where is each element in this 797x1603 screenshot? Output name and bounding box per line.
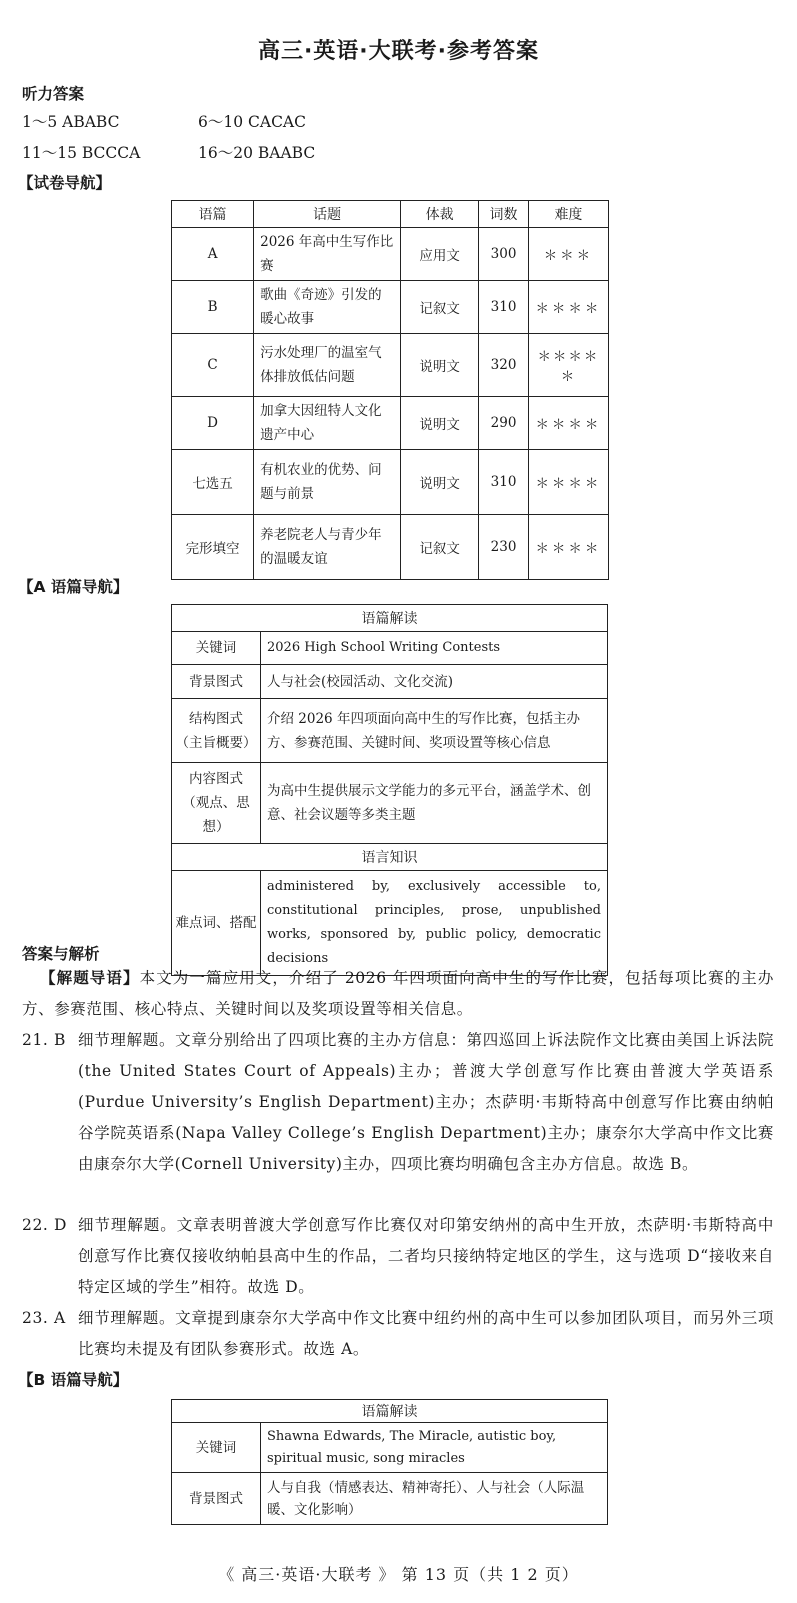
difficulty-cell: ＊＊＊＊ <box>528 397 608 450</box>
difficulty-cell: ＊＊＊＊ <box>528 450 608 515</box>
structure-value: 介绍 2026 年四项面向高中生的写作比赛，包括主办方、参赛范围、关键时间、奖项设置等核心信息 <box>261 699 608 763</box>
row-label: 关键词 <box>172 632 261 665</box>
answers-heading: 答案与解析 <box>22 945 100 963</box>
section-header: 语言知识 <box>172 844 608 871</box>
row-label: 背景图式 <box>172 665 261 699</box>
genre-cell: 应用文 <box>401 228 479 281</box>
word-count-cell: 300 <box>479 228 529 281</box>
column-header: 体裁 <box>401 201 479 228</box>
a-nav-table <box>171 604 608 976</box>
topic-cell: 污水处理厂的温室气体排放低估问题 <box>254 334 401 397</box>
table-row <box>172 281 609 334</box>
topic-cell: 加拿大因纽特人文化遗产中心 <box>254 397 401 450</box>
topic-cell: 歌曲《奇迹》引发的暖心故事 <box>254 281 401 334</box>
row-label <box>172 699 261 763</box>
section-header: 语篇解读 <box>172 1400 608 1423</box>
table-row <box>172 397 609 450</box>
guide-label: 【解题导语】 <box>40 969 140 987</box>
answer-number: 22. D <box>22 1216 68 1234</box>
listening-answers-16-20: 16～20 BAABC <box>198 144 316 162</box>
table-row <box>172 450 609 515</box>
page-title: 高三·英语·大联考·参考答案 <box>257 39 540 64</box>
answer-explanation: 细节理解题。文章分别给出了四项比赛的主办方信息：第四巡回上诉法院作文比赛由美国上诉法院(the United States Court of Appeals)主办；普渡大学创意写作比赛由普渡大学英语系(Purdue University’s English Department)主办；杰萨明·韦斯特高中创意写作比赛由纳帕谷学院英语系(Napa Valley College’s English Department)主办；康奈尔大学高中作文比赛由康奈尔大学(Cornell University)主办，四项比赛均明确包含主办方信息。故选 B。 <box>78 1031 774 1173</box>
keywords-value: Shawna Edwards, The Miracle, autistic boy, spiritual music, song miracles <box>261 1423 608 1473</box>
background-value: 人与社会(校园活动、文化交流) <box>261 665 608 699</box>
genre-cell: 说明文 <box>401 397 479 450</box>
topic-cell: 养老院老人与青少年的温暖友谊 <box>254 515 401 580</box>
table-row <box>172 1473 608 1525</box>
b-nav-table <box>171 1399 608 1525</box>
column-header: 语篇 <box>172 201 254 228</box>
answer-item <box>22 1210 774 1303</box>
word-count-cell: 290 <box>479 397 529 450</box>
background-value: 人与自我（情感表达、精神寄托）、人与社会（人际温暖、文化影响） <box>261 1473 608 1525</box>
listening-heading: 听力答案 <box>22 85 85 103</box>
passage-cell: B <box>172 281 254 334</box>
table-row <box>172 605 608 632</box>
topic-cell: 有机农业的优势、问题与前景 <box>254 450 401 515</box>
word-count-cell: 310 <box>479 450 529 515</box>
table-header-row <box>172 201 609 228</box>
answer-item <box>22 1303 774 1365</box>
table-row <box>172 871 608 976</box>
difficulty-cell: ＊＊＊＊ <box>528 515 608 580</box>
answer-item <box>22 1025 774 1180</box>
passage-cell: 完形填空 <box>172 515 254 580</box>
b-nav-heading: 【B 语篇导航】 <box>18 1371 129 1389</box>
page-footer: 《 高三·英语·大联考 》 第 13 页（共 1 2 页） <box>218 1565 579 1584</box>
word-count-cell: 310 <box>479 281 529 334</box>
genre-cell: 记叙文 <box>401 281 479 334</box>
label-line: （观点、思想） <box>182 795 250 835</box>
passage-cell: 七选五 <box>172 450 254 515</box>
content-value: 为高中生提供展示文学能力的多元平台，涵盖学术、创意、社会议题等多类主题 <box>261 763 608 844</box>
label-line: 内容图式 <box>189 771 243 787</box>
difficulty-cell: ＊＊＊ <box>528 228 608 281</box>
listening-answers-1-5: 1～5 ABABC <box>22 113 120 131</box>
label-line: 结构图式 <box>189 710 243 727</box>
topic-cell: 2026 年高中生写作比赛 <box>254 228 401 281</box>
table-row <box>172 334 609 397</box>
a-nav-heading: 【A 语篇导航】 <box>18 578 129 596</box>
keywords-value: 2026 High School Writing Contests <box>261 632 608 665</box>
table-row <box>172 515 609 580</box>
genre-cell: 说明文 <box>401 334 479 397</box>
paper-nav-heading: 【试卷导航】 <box>18 174 112 192</box>
solving-guide <box>22 963 774 1025</box>
answer-number: 23. A <box>22 1309 66 1327</box>
table-row <box>172 1400 608 1423</box>
table-row <box>172 763 608 844</box>
word-count-cell: 320 <box>479 334 529 397</box>
passage-cell: A <box>172 228 254 281</box>
label-line: （主旨概要） <box>175 734 257 751</box>
difficulty-cell: ＊＊＊＊＊ <box>528 334 608 397</box>
difficulty-cell: ＊＊＊＊ <box>528 281 608 334</box>
answer-number: 21. B <box>22 1031 66 1049</box>
listening-answers-6-10: 6～10 CACAC <box>198 113 306 131</box>
table-row <box>172 632 608 665</box>
column-header: 难度 <box>528 201 608 228</box>
word-count-cell: 230 <box>479 515 529 580</box>
table-row <box>172 1423 608 1473</box>
row-label: 关键词 <box>172 1423 261 1473</box>
row-label: 难点词、搭配 <box>172 871 261 976</box>
passage-cell: C <box>172 334 254 397</box>
column-header: 词数 <box>479 201 529 228</box>
answer-explanation: 细节理解题。文章表明普渡大学创意写作比赛仅对印第安纳州的高中生开放，杰萨明·韦斯特高中创意写作比赛仅接收纳帕县高中生的作品，二者均只接纳特定地区的学生，这与选项 D“接收来自特定区域的学生”相符。故选 D。 <box>78 1216 774 1296</box>
row-label <box>172 763 261 844</box>
phrases-value: administered by, exclusively accessible to, constitutional principles, prose, unpublished works, sponsored by, public policy, democratic decisions <box>261 871 608 976</box>
section-header: 语篇解读 <box>172 605 608 632</box>
genre-cell: 记叙文 <box>401 515 479 580</box>
row-label: 背景图式 <box>172 1473 261 1525</box>
guide-text: 本文为一篇应用文，介绍了 2026 年四项面向高中生的写作比赛，包括每项比赛的主办方、参赛范围、核心特点、关键时间以及奖项设置等相关信息。 <box>22 969 774 1018</box>
column-header: 话题 <box>254 201 401 228</box>
passage-cell: D <box>172 397 254 450</box>
genre-cell: 说明文 <box>401 450 479 515</box>
paper-nav-table <box>171 200 609 580</box>
listening-answers-11-15: 11～15 BCCCA <box>22 144 141 162</box>
table-row <box>172 844 608 871</box>
table-row <box>172 228 609 281</box>
table-row <box>172 665 608 699</box>
table-row <box>172 699 608 763</box>
answer-explanation: 细节理解题。文章提到康奈尔大学高中作文比赛中纽约州的高中生可以参加团队项目，而另外三项比赛均未提及有团队参赛形式。故选 A。 <box>78 1309 774 1358</box>
